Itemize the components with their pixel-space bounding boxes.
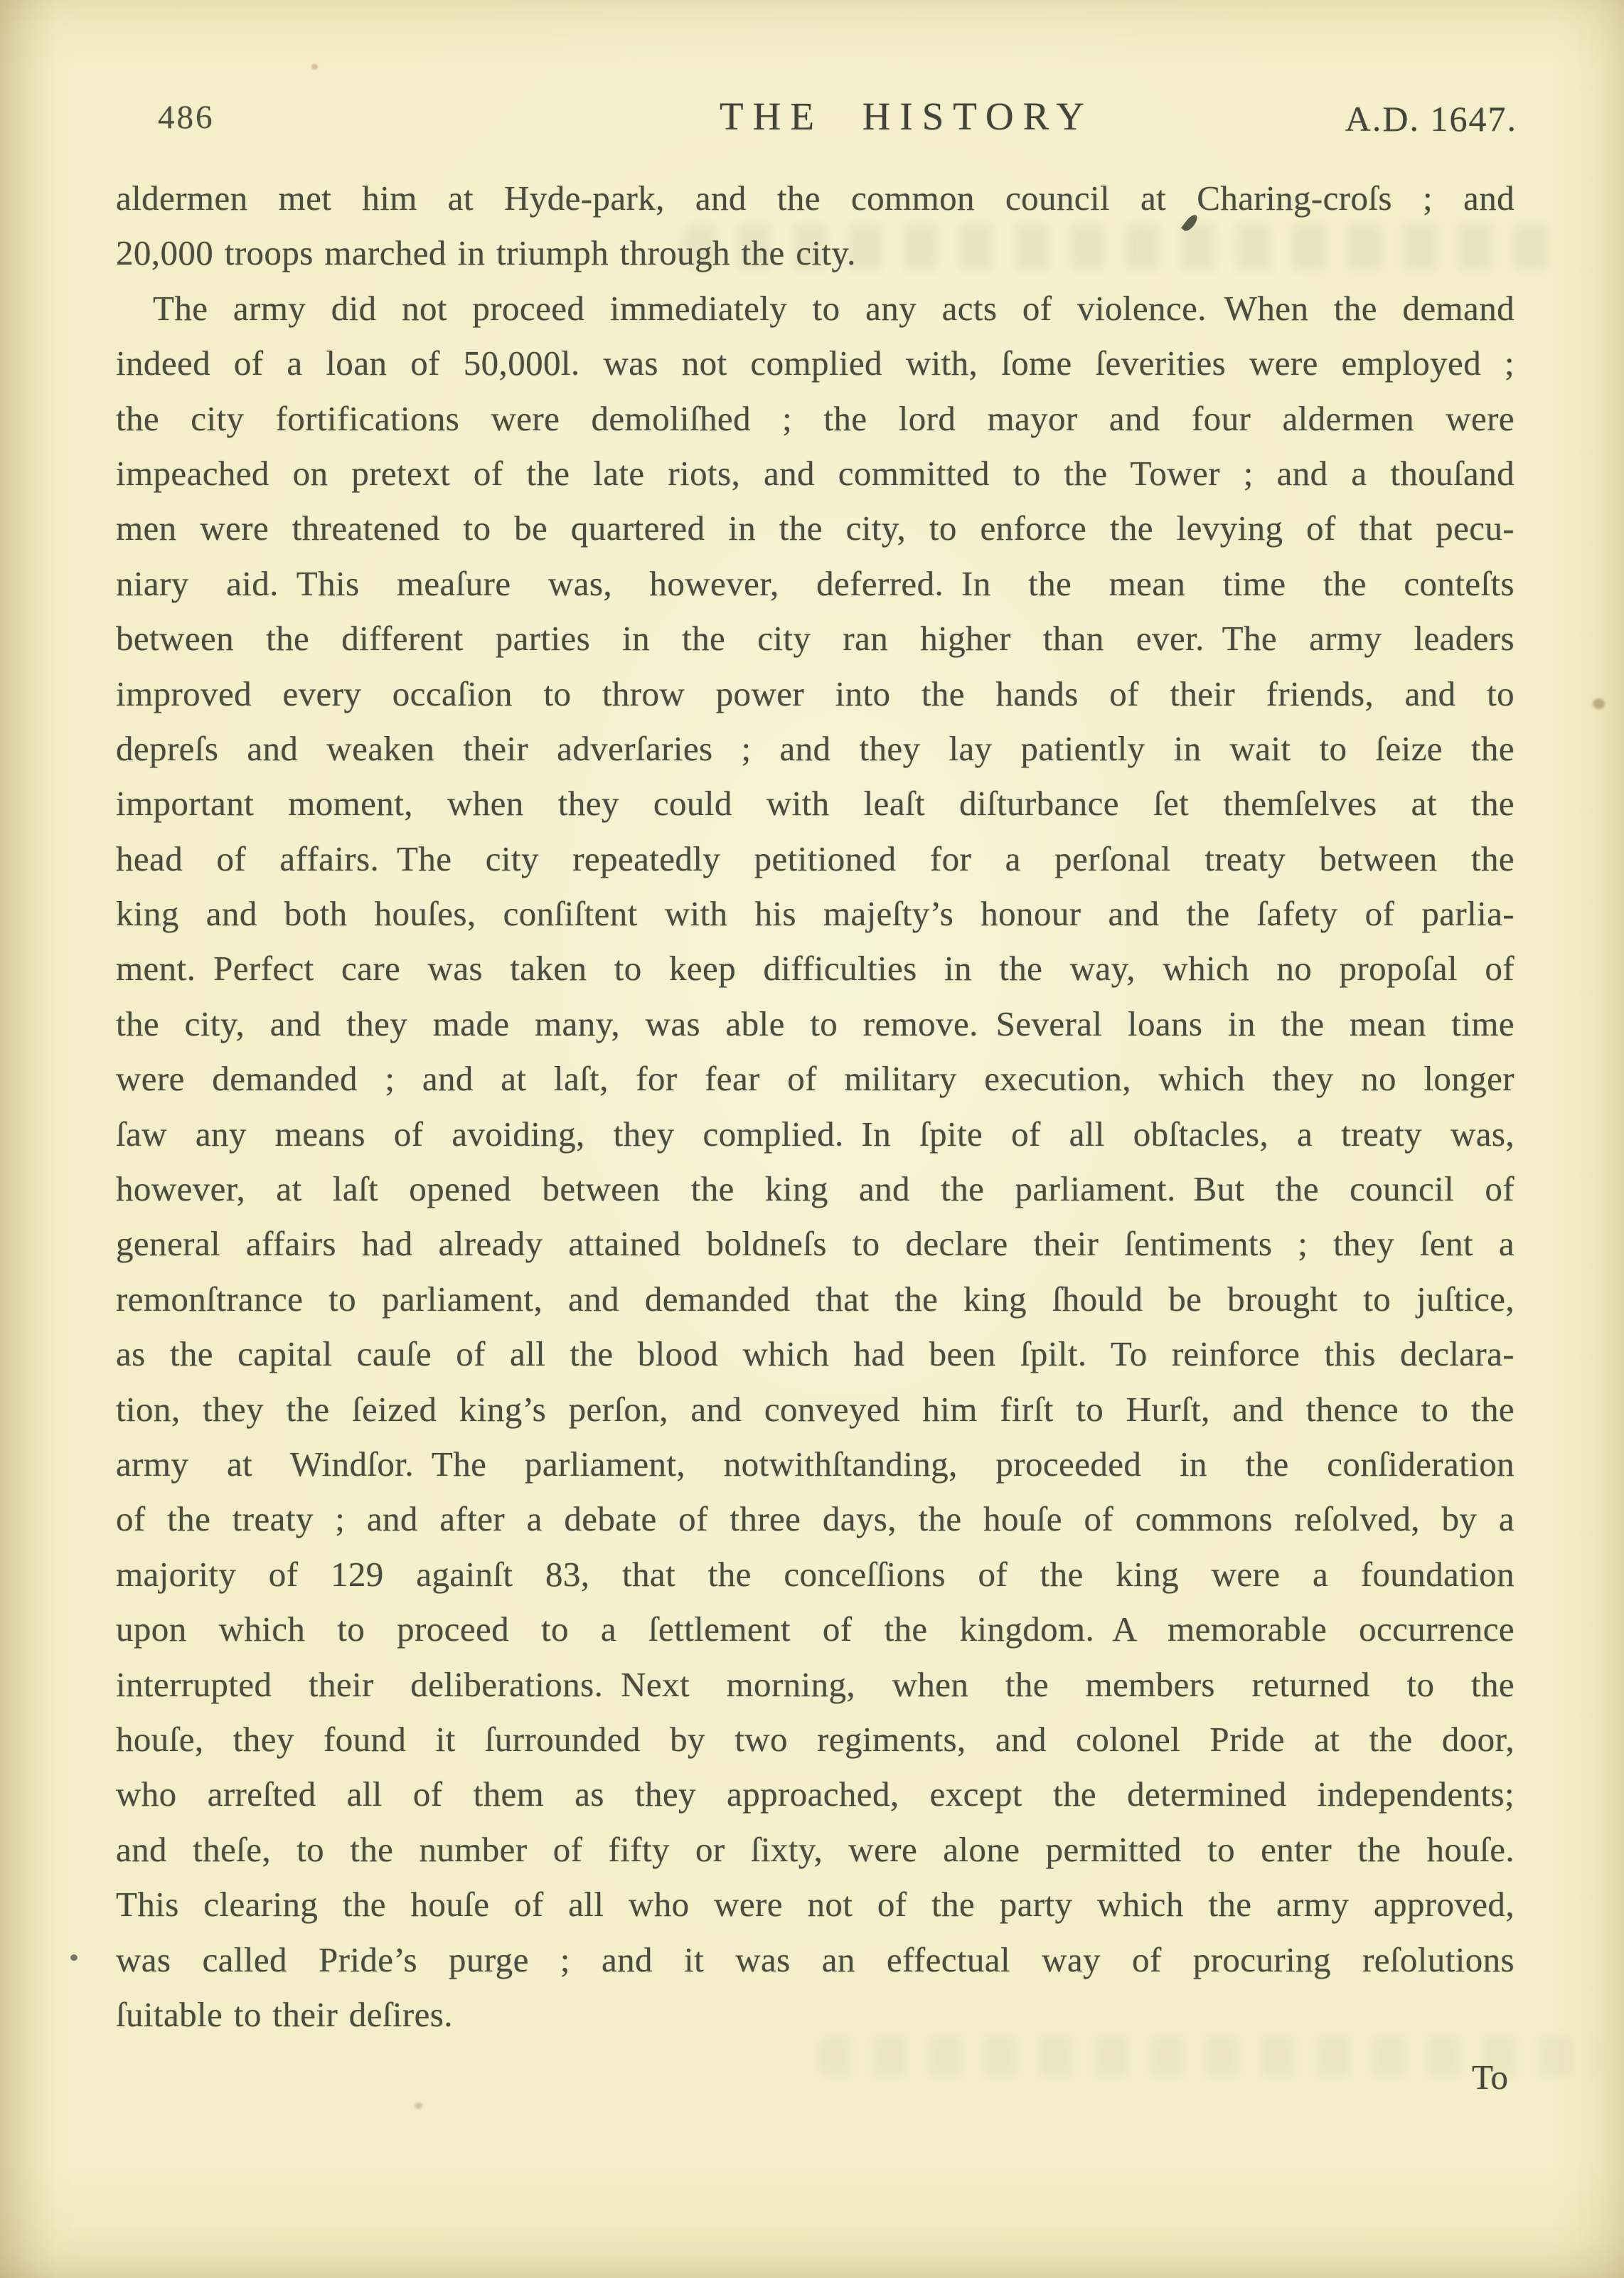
text-line: the city fortifications were demoliſhed ; the lord mayor and four aldermen were <box>116 398 1515 438</box>
text-line: the city, and they made many, was able to remove. Several loans in the mean time <box>116 1004 1515 1043</box>
text-line: between the different parties in the city ran higher than ever. The army leaders <box>116 619 1515 659</box>
text-line: impeached on pretext of the late riots, and committed to the Tower ; and a thouſand <box>116 453 1515 493</box>
text-line: was called Pride’s purge ; and it was an effectual way of procuring reſolutions <box>116 1939 1515 1979</box>
ink-speck <box>415 2102 422 2109</box>
text-line: of the treaty ; and after a debate of three days, the houſe of commons reſolved, by a <box>116 1499 1515 1539</box>
text-line: The army did not proceed immediately to any acts of violence. When the demand <box>153 288 1515 328</box>
ink-speck <box>70 1954 78 1961</box>
running-title: THE HISTORY <box>720 95 1094 138</box>
body-text <box>116 171 1515 2042</box>
text-line: who arreſted all of them as they approached, except the determined independents; <box>116 1774 1515 1814</box>
text-line: king and both houſes, conſiſtent with his majeſty’s honour and the ſafety of parlia- <box>116 894 1515 934</box>
text-line: important moment, when they could with leaſt diſturbance ſet themſelves at the <box>116 784 1515 824</box>
text-line: however, at laſt opened between the king and the parliament. But the council of <box>116 1169 1515 1209</box>
ink-speck <box>1593 698 1605 709</box>
text-line: majority of 129 againſt 83, that the conceſſions of the king were a foundation <box>116 1554 1515 1594</box>
text-line: interrupted their deliberations. Next morning, when the members returned to the <box>116 1664 1515 1704</box>
catchword: To <box>1471 2058 1508 2097</box>
text-line: ment. Perfect care was taken to keep difficulties in the way, which no propoſal of <box>116 949 1515 989</box>
text-line: army at Windſor. The parliament, notwithſtanding, proceeded in the conſideration <box>116 1444 1515 1484</box>
text-line: depreſs and weaken their adverſaries ; and they lay patiently in wait to ſeize the <box>116 728 1515 768</box>
text-line: as the capital cauſe of all the blood which had been ſpilt. To reinforce this declara- <box>116 1334 1515 1374</box>
text-line: ſuitable to their deſires. <box>116 1994 453 2034</box>
ink-speck <box>311 64 318 70</box>
text-line: aldermen met him at Hyde-park, and the common council at Charing-croſs ; and <box>116 179 1515 218</box>
text-line: and theſe, to the number of fifty or ſixty, were alone permitted to enter the houſe. <box>116 1829 1515 1869</box>
text-line: houſe, they found it ſurrounded by two regiments, and colonel Pride at the door, <box>116 1719 1515 1759</box>
text-line: head of affairs. The city repeatedly petitioned for a perſonal treaty between the <box>116 839 1515 878</box>
text-line: indeed of a loan of 50,000l. was not complied with, ſome ſeverities were employed ; <box>116 344 1515 383</box>
text-line: remonſtrance to parliament, and demanded that the king ſhould be brought to juſtice, <box>116 1279 1515 1319</box>
text-line: men were threatened to be quartered in the city, to enforce the levying of that pecu- <box>116 509 1515 548</box>
text-line: 20,000 troops marched in triumph through the city. <box>116 233 856 273</box>
text-line: upon which to proceed to a ſettlement of the kingdom. A memorable occurrence <box>116 1609 1515 1649</box>
date-header: A.D. 1647. <box>1345 99 1517 139</box>
text-line: tion, they the ſeized king’s perſon, and conveyed him firſt to Hurſt, and thence to the <box>116 1389 1515 1429</box>
text-line: niary aid. This meaſure was, however, deferred. In the mean time the conteſts <box>116 563 1515 603</box>
text-line: general affairs had already attained boldneſs to declare their ſentiments ; they ſent a <box>116 1224 1515 1264</box>
text-line: improved every occaſion to throw power into the hands of their friends, and to <box>116 674 1515 713</box>
text-line: ſaw any means of avoiding, they complied. In ſpite of all obſtacles, a treaty was, <box>116 1114 1515 1154</box>
text-line: were demanded ; and at laſt, for fear of military execution, which they no longer <box>116 1059 1515 1099</box>
text-line: This clearing the houſe of all who were not of the party which the army approved, <box>116 1885 1515 1925</box>
page-number: 486 <box>158 99 215 136</box>
